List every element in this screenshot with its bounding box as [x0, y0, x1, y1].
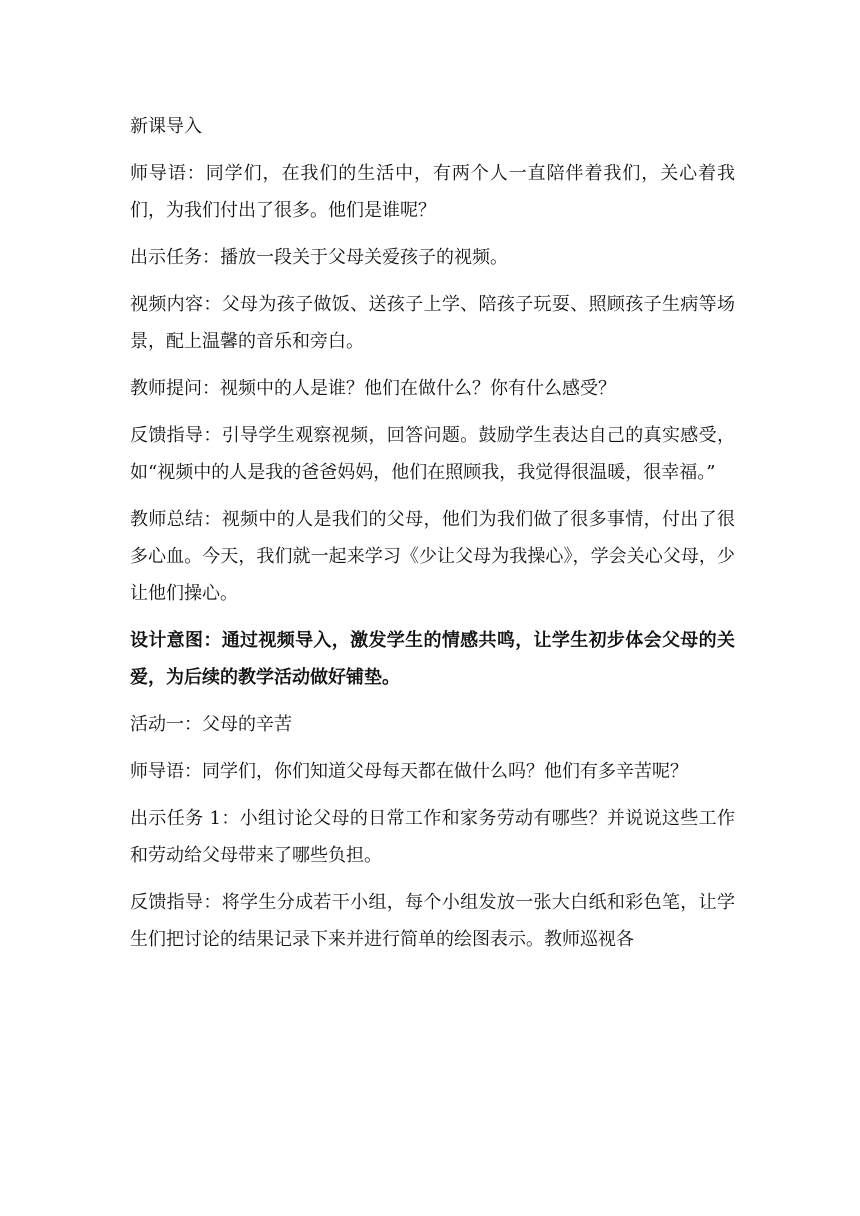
teacher-summary-paragraph: 教师总结：视频中的人是我们的父母，他们为我们做了很多事情，付出了很多心血。今天，我们就一起来学习《少让父母为我操心》，学会关心父母，少让他们操心。	[130, 509, 735, 604]
group-feedback-paragraph: 反馈指导：将学生分成若干小组，每个小组发放一张大白纸和彩色笔，让学生们把讨论的结果记录下来并进行简单的绘图表示。教师巡视各	[130, 892, 735, 950]
video-content-paragraph: 视频内容：父母为孩子做饭、送孩子上学、陪孩子玩耍、照顾孩子生病等场景，配上温馨的音乐和旁白。	[130, 294, 735, 352]
feedback-paragraph: 反馈指导：引导学生观察视频，回答问题。鼓励学生表达自己的真实感受，如“视频中的人是我的爸爸妈妈，他们在照顾我，我觉得很温暖，很幸福。”	[130, 425, 735, 483]
activity-teacher-intro-paragraph: 师导语：同学们，你们知道父母每天都在做什么吗？他们有多辛苦呢？	[130, 761, 688, 782]
design-intent-paragraph: 设计意图：通过视频导入，激发学生的情感共鸣，让学生初步体会父母的关爱，为后续的教学活动做好铺垫。	[130, 630, 735, 688]
teacher-intro-paragraph: 师导语：同学们，在我们的生活中，有两个人一直陪伴着我们，关心着我们，为我们付出了很多。他们是谁呢？	[130, 163, 735, 221]
teacher-question-paragraph: 教师提问：视频中的人是谁？他们在做什么？你有什么感受？	[130, 378, 616, 399]
task-paragraph: 出示任务：播放一段关于父母关爱孩子的视频。	[130, 247, 508, 268]
document-body	[130, 108, 735, 968]
task-one-paragraph: 出示任务 1：小组讨论父母的日常工作和家务劳动有哪些？并说说这些工作和劳动给父母带来了哪些负担。	[130, 808, 735, 866]
section-heading-new-lesson: 新课导入	[130, 116, 202, 137]
activity-one-heading: 活动一：父母的辛苦	[130, 714, 292, 735]
